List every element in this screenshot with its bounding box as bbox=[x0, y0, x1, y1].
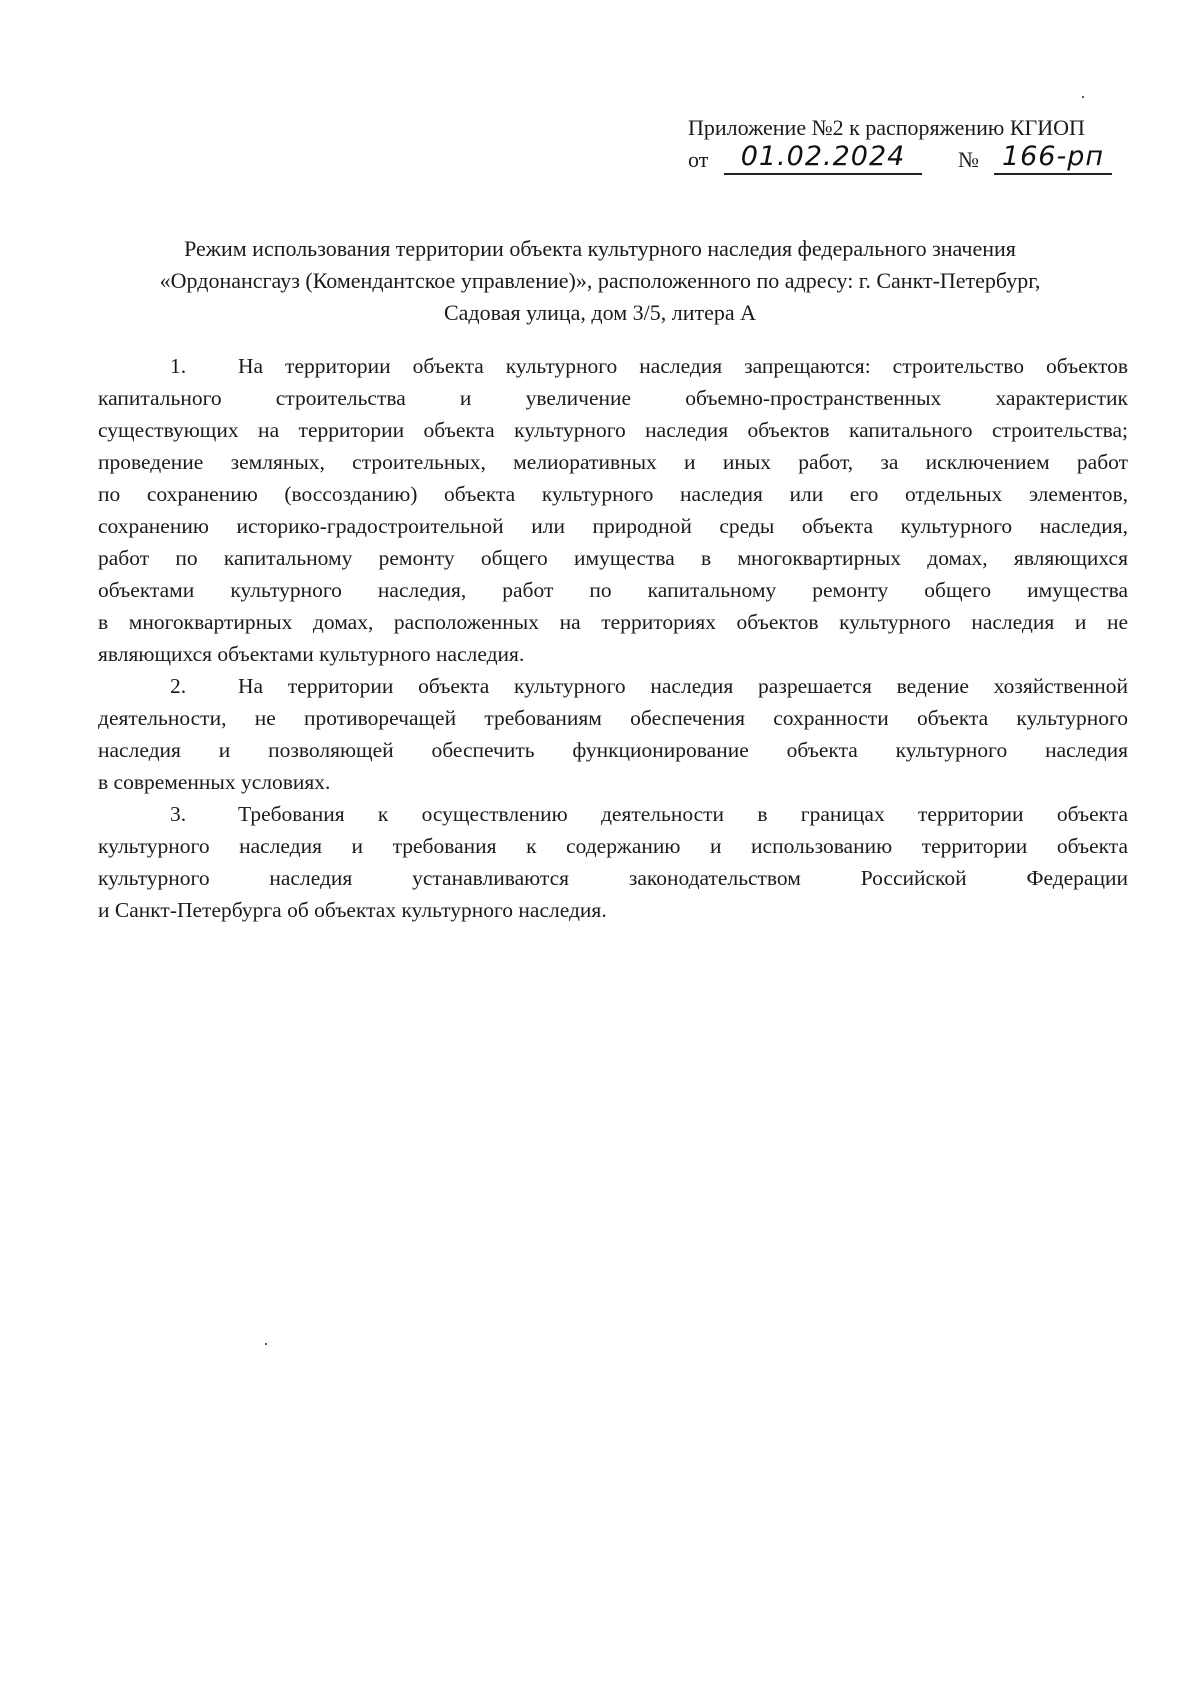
paragraph-number: 2. bbox=[170, 674, 187, 698]
paragraph-line bbox=[98, 670, 1128, 702]
paragraph-line-text: Требования к осуществлению деятельности в границах территории объекта bbox=[238, 802, 1128, 826]
paragraph-line: являющихся объектами культурного наследия. bbox=[98, 642, 525, 666]
title-line: «Ордонансгауз (Комендантское управление)», расположенного по адресу: г. Санкт-Петербург, bbox=[159, 268, 1041, 293]
paragraph-line bbox=[98, 798, 1128, 830]
paragraph-line: деятельности, не противоречащей требованиям обеспечения сохранности объекта культурного bbox=[98, 706, 1128, 730]
scan-speck bbox=[1082, 96, 1084, 98]
paragraph-3 bbox=[98, 798, 1128, 926]
paragraph-line: по сохранению (воссозданию) объекта культурного наследия или его отдельных элементов, bbox=[98, 482, 1128, 506]
paragraph-line: культурного наследия и требования к содержанию и использованию территории объекта bbox=[98, 834, 1128, 858]
attachment-header bbox=[688, 113, 1128, 177]
document-title bbox=[100, 233, 1100, 329]
scan-speck bbox=[265, 1343, 267, 1345]
paragraph-line: сохранению историко-градостроительной или природной среды объекта культурного наследия, bbox=[98, 514, 1128, 538]
paragraph-line bbox=[98, 350, 1128, 382]
paragraph-2 bbox=[98, 670, 1128, 798]
paragraph-number: 3. bbox=[170, 802, 187, 826]
paragraph-line: объектами культурного наследия, работ по капитальному ремонту общего имущества bbox=[98, 578, 1128, 602]
paragraph-line: в многоквартирных домах, расположенных на территориях объектов культурного наследия и не bbox=[98, 610, 1128, 634]
title-line: Режим использования территории объекта культурного наследия федерального значения bbox=[184, 236, 1016, 261]
paragraph-line-text: На территории объекта культурного наследия запрещаются: строительство объектов bbox=[238, 354, 1128, 378]
paragraph-line-text: На территории объекта культурного наследия разрешается ведение хозяйственной bbox=[238, 674, 1128, 698]
paragraph-line: наследия и позволяющей обеспечить функционирование объекта культурного наследия bbox=[98, 738, 1128, 762]
paragraph-number: 1. bbox=[170, 354, 187, 378]
title-line: Садовая улица, дом 3/5, литера А bbox=[443, 300, 757, 325]
handwritten-date: 01.02.2024 bbox=[724, 141, 922, 175]
paragraph-line: капитального строительства и увеличение объемно-пространственных характеристик bbox=[98, 386, 1128, 410]
handwritten-number: 166-рп bbox=[994, 141, 1112, 175]
paragraph-line: и Санкт-Петербурга об объектах культурного наследия. bbox=[98, 898, 607, 922]
attachment-title: Приложение №2 к распоряжению КГИОП bbox=[688, 115, 1085, 140]
paragraph-line: проведение земляных, строительных, мелиоративных и иных работ, за исключением работ bbox=[98, 450, 1128, 474]
paragraph-line: в современных условиях. bbox=[98, 770, 331, 794]
paragraph-line: культурного наследия устанавливаются законодательством Российской Федерации bbox=[98, 866, 1128, 890]
document-body bbox=[98, 350, 1128, 926]
paragraph-line: работ по капитальному ремонту общего имущества в многоквартирных домах, являющихся bbox=[98, 546, 1128, 570]
date-prefix-label: от bbox=[688, 147, 709, 172]
attachment-date-number-line bbox=[688, 143, 1128, 177]
paragraph-line: существующих на территории объекта культурного наследия объектов капитального строительства; bbox=[98, 418, 1128, 442]
paragraph-1 bbox=[98, 350, 1128, 670]
number-sign-label: № bbox=[958, 147, 979, 172]
